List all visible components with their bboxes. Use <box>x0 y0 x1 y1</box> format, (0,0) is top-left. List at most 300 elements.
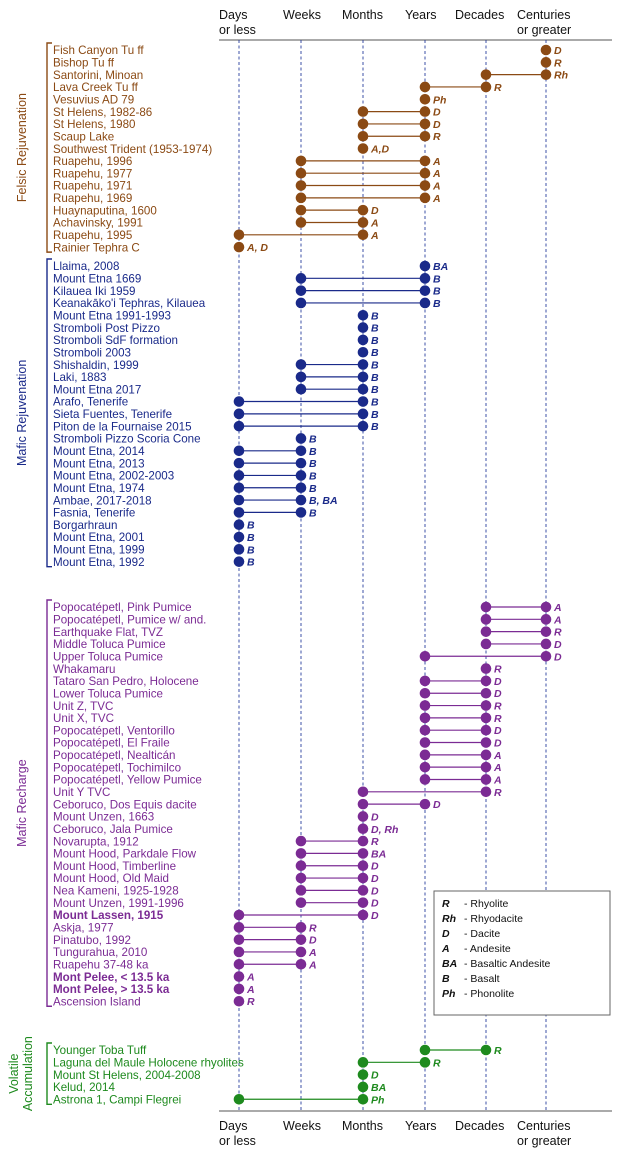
composition-code: D <box>494 675 502 688</box>
composition-code: R <box>247 996 255 1009</box>
range-start-dot <box>234 934 245 945</box>
range-start-dot <box>296 217 307 228</box>
composition-code: B <box>371 384 379 397</box>
row-label: Stromboli SdF formation <box>53 334 179 348</box>
range-end-dot <box>541 614 552 625</box>
x-tick-label-top: or greater <box>517 23 572 37</box>
range-start-dot <box>296 836 307 847</box>
x-tick-label-bottom: Weeks <box>283 1119 321 1133</box>
x-tick-label-top: Weeks <box>283 8 321 22</box>
composition-code: B <box>309 507 317 520</box>
range-end-dot <box>296 507 307 518</box>
range-start-dot <box>296 384 307 395</box>
range-start-dot <box>296 168 307 179</box>
composition-code: R <box>433 131 441 144</box>
row-label: Borgarhraun <box>53 518 118 532</box>
row-label: Upper Toluca Pumice <box>53 650 163 664</box>
row-label: Shishaldin, 1999 <box>53 358 139 372</box>
range-start-dot <box>541 57 552 68</box>
range-end-dot <box>358 205 369 216</box>
row-label: Fish Canyon Tu ff <box>53 44 144 58</box>
row-label: Sieta Fuentes, Tenerife <box>53 408 173 422</box>
composition-code: B <box>247 544 255 557</box>
range-start-dot <box>296 205 307 216</box>
row-label: Mount Etna, 1999 <box>53 543 145 557</box>
row-label: Ruapehu 37-48 ka <box>53 958 149 972</box>
composition-code: R <box>494 786 502 799</box>
range-start-dot <box>234 409 245 420</box>
range-end-dot <box>541 626 552 637</box>
row-label: Mount Unzen, 1991-1996 <box>53 896 184 910</box>
range-start-dot <box>234 532 245 543</box>
range-end-dot <box>296 470 307 481</box>
group-header: Volatile <box>7 1053 21 1094</box>
row-label: Mount Unzen, 1663 <box>53 810 155 824</box>
legend-name: - Rhyodacite <box>464 913 523 925</box>
range-end-dot <box>296 482 307 493</box>
range-start-dot <box>296 359 307 370</box>
row-label: Unit Z, TVC <box>53 699 114 713</box>
range-end-dot <box>420 298 431 309</box>
composition-code: B <box>371 322 379 335</box>
x-tick-label-top: Days <box>219 8 248 22</box>
range-start-dot <box>296 298 307 309</box>
range-end-dot <box>358 885 369 896</box>
row-label: Mount St Helens, 2004-2008 <box>53 1068 201 1082</box>
range-start-dot <box>420 94 431 105</box>
composition-code: D <box>494 688 502 701</box>
range-start-dot <box>234 242 245 253</box>
range-start-dot <box>420 82 431 93</box>
range-start-dot <box>234 519 245 530</box>
range-end-dot <box>358 836 369 847</box>
composition-code: BA <box>433 261 449 273</box>
row-label: Ascension Island <box>53 995 141 1009</box>
range-end-dot <box>358 217 369 228</box>
range-end-dot <box>358 359 369 370</box>
row-label: Rainier Tephra C <box>53 241 140 255</box>
composition-code: B <box>309 482 317 495</box>
range-end-dot <box>358 421 369 432</box>
range-start-dot <box>481 614 492 625</box>
row-label: Mount Etna, 1992 <box>53 555 145 569</box>
row-label: Mount Lassen, 1915 <box>53 909 164 923</box>
range-end-dot <box>420 1057 431 1068</box>
range-end-dot <box>481 688 492 699</box>
range-end-dot <box>296 446 307 457</box>
composition-code: B <box>371 334 379 347</box>
range-end-dot <box>420 193 431 204</box>
row-label: Ruapehu, 1971 <box>53 179 133 193</box>
range-start-dot <box>420 651 431 662</box>
composition-code: A <box>309 959 317 972</box>
row-label: St Helens, 1980 <box>53 118 136 132</box>
x-tick-label-top: Months <box>342 8 383 22</box>
composition-code: B <box>309 458 317 471</box>
range-start-dot <box>420 725 431 736</box>
composition-code: A <box>371 217 379 230</box>
row-label: Lower Toluca Pumice <box>53 687 163 701</box>
range-start-dot <box>296 273 307 284</box>
row-label: Mount Etna, 2014 <box>53 445 145 458</box>
row-label: Whakamaru <box>53 662 116 676</box>
legend-code: Ph <box>442 988 456 1000</box>
composition-code: D <box>371 860 379 873</box>
composition-code: A <box>494 749 502 762</box>
row-label: Unit X, TVC <box>53 712 114 726</box>
range-end-dot <box>541 651 552 662</box>
range-end-dot <box>358 897 369 908</box>
composition-code: R <box>494 1045 502 1057</box>
x-tick-label-top: or less <box>219 23 256 37</box>
row-label: Ceboruco, Jala Pumice <box>53 822 173 836</box>
row-label: Mount Etna, 2013 <box>53 457 145 471</box>
row-label: Kilauea Iki 1959 <box>53 284 136 298</box>
legend-code: B <box>442 973 450 985</box>
row-label: Unit Y TVC <box>53 786 111 799</box>
composition-code: D <box>433 118 441 131</box>
legend-code: D <box>442 928 450 940</box>
legend-name: - Dacite <box>464 928 501 940</box>
row-label: Mount Etna, 2002-2003 <box>53 469 175 483</box>
range-end-dot <box>481 700 492 711</box>
row-label: Mount Hood, Parkdale Flow <box>53 847 197 861</box>
x-tick-label-bottom: or greater <box>517 1134 572 1148</box>
composition-code: A <box>433 155 441 168</box>
composition-code: B <box>371 347 379 360</box>
range-end-dot <box>420 285 431 296</box>
range-start-dot <box>420 713 431 724</box>
range-end-dot <box>358 848 369 859</box>
range-start-dot <box>358 1082 369 1093</box>
range-end-dot <box>296 947 307 958</box>
range-end-dot <box>420 106 431 117</box>
range-start-dot <box>358 811 369 822</box>
range-end-dot <box>358 873 369 884</box>
composition-code: R <box>494 700 502 713</box>
range-start-dot <box>358 335 369 346</box>
composition-code: A <box>494 774 502 787</box>
composition-code: Ph <box>433 94 447 107</box>
legend-code: BA <box>442 958 458 970</box>
composition-code: B <box>433 285 441 298</box>
range-end-dot <box>541 602 552 613</box>
composition-code: A <box>433 192 441 205</box>
range-start-dot <box>541 45 552 56</box>
row-label: Popocatépetl, Tochimilco <box>53 761 182 775</box>
group-bracket <box>47 43 52 252</box>
composition-code: A <box>371 229 379 242</box>
range-start-dot <box>481 602 492 613</box>
composition-code: D <box>494 737 502 750</box>
range-end-dot <box>358 860 369 871</box>
row-label: Nea Kameni, 1925-1928 <box>53 884 179 898</box>
row-label: Tungurahua, 2010 <box>53 946 148 960</box>
composition-code: D <box>371 1069 379 1082</box>
row-label: Stromboli Post Pizzo <box>53 321 160 335</box>
range-start-dot <box>296 180 307 191</box>
x-tick-label-bottom: Years <box>405 1119 437 1133</box>
composition-code: R <box>494 81 502 94</box>
composition-code: D <box>371 873 379 886</box>
row-label: Astrona 1, Campi Flegrei <box>53 1093 182 1107</box>
range-start-dot <box>296 433 307 444</box>
row-label: Pinatubo, 1992 <box>53 933 132 947</box>
range-end-dot <box>358 230 369 241</box>
row-label: Santorini, Minoan <box>53 68 144 82</box>
row-label: Kelud, 2014 <box>53 1081 115 1095</box>
range-start-dot <box>234 971 245 982</box>
range-start-dot <box>234 947 245 958</box>
row-label: Novarupta, 1912 <box>53 835 139 849</box>
composition-code: B <box>247 532 255 545</box>
range-end-dot <box>296 495 307 506</box>
composition-code: R <box>494 663 502 676</box>
row-label: Llaima, 2008 <box>53 260 120 274</box>
range-start-dot <box>358 106 369 117</box>
range-start-dot <box>420 1045 431 1056</box>
composition-code: A <box>247 971 255 984</box>
row-label: Mount Hood, Timberline <box>53 859 177 873</box>
range-end-dot <box>358 396 369 407</box>
range-end-dot <box>358 384 369 395</box>
composition-code: B <box>247 556 255 569</box>
composition-code: A <box>309 946 317 959</box>
composition-code: B <box>247 519 255 532</box>
x-tick-label-top: Centuries <box>517 8 571 22</box>
row-label: Middle Toluca Pumice <box>53 638 166 652</box>
composition-code: A <box>554 602 562 614</box>
row-label: Mount Hood, Old Maid <box>53 872 169 886</box>
range-start-dot <box>296 885 307 896</box>
group-bracket <box>47 259 52 567</box>
row-label: Ruapehu, 1995 <box>53 229 133 242</box>
composition-code: R <box>371 836 379 849</box>
range-start-dot <box>234 910 245 921</box>
composition-code: D <box>554 45 562 57</box>
composition-code: B <box>371 421 379 434</box>
legend-name: - Basalt <box>464 973 500 985</box>
composition-code: R <box>494 712 502 725</box>
range-start-dot <box>420 261 431 272</box>
row-label: Ceboruco, Dos Equis dacite <box>53 798 197 812</box>
range-start-dot <box>234 544 245 555</box>
legend-name: - Andesite <box>464 943 511 955</box>
range-end-dot <box>296 458 307 469</box>
range-end-dot <box>541 69 552 80</box>
range-start-dot <box>296 848 307 859</box>
x-tick-label-bottom: Decades <box>455 1119 505 1133</box>
range-end-dot <box>481 676 492 687</box>
range-start-dot <box>234 482 245 493</box>
range-start-dot <box>234 446 245 457</box>
legend-code: R <box>442 898 450 910</box>
row-label: Popocatépetl, El Fraile <box>53 736 170 750</box>
row-label: Mount Etna, 2001 <box>53 531 145 545</box>
x-tick-label-top: Years <box>405 8 437 22</box>
range-start-dot <box>358 347 369 358</box>
row-label: Mount Etna 1669 <box>53 272 142 286</box>
range-end-dot <box>481 787 492 798</box>
range-end-dot <box>358 372 369 383</box>
row-label: Scaup Lake <box>53 130 115 144</box>
row-label: Arafo, Tenerife <box>53 395 129 409</box>
composition-code: B <box>309 470 317 483</box>
range-start-dot <box>358 1057 369 1068</box>
row-label: Lava Creek Tu ff <box>53 81 138 95</box>
group-bracket <box>47 600 52 1006</box>
row-label: Younger Toba Tuff <box>53 1044 147 1058</box>
row-label: Southwest Trident (1953-1974) <box>53 142 213 156</box>
range-start-dot <box>358 310 369 321</box>
range-start-dot <box>358 823 369 834</box>
range-start-dot <box>420 774 431 785</box>
composition-code: D <box>371 205 379 218</box>
row-label: Mont Pelee, < 13.5 ka <box>53 970 170 984</box>
composition-code: BA <box>371 848 387 861</box>
range-end-dot <box>420 131 431 142</box>
composition-code: B <box>371 371 379 384</box>
composition-code: D <box>554 651 562 664</box>
row-label: Stromboli 2003 <box>53 346 131 360</box>
range-start-dot <box>358 787 369 798</box>
x-tick-label-bottom: Days <box>219 1119 248 1133</box>
row-label: Popocatépetl, Pink Pumice <box>53 601 192 615</box>
composition-code: D <box>371 910 379 922</box>
composition-code: A <box>494 762 502 775</box>
range-start-dot <box>296 372 307 383</box>
row-label: Laki, 1883 <box>53 371 107 385</box>
range-end-dot <box>481 750 492 761</box>
row-label: Popocatépetl, Ventorillo <box>53 724 175 738</box>
composition-code: A, D <box>247 242 268 255</box>
row-label: Huaynaputina, 1600 <box>53 204 157 218</box>
range-end-dot <box>420 180 431 191</box>
composition-code: A <box>433 168 441 181</box>
range-start-dot <box>296 285 307 296</box>
legend-box <box>434 891 610 1015</box>
range-end-dot <box>541 639 552 650</box>
row-label: Askja, 1977 <box>53 921 114 935</box>
range-end-dot <box>296 922 307 933</box>
row-label: Mount Etna 2017 <box>53 383 142 397</box>
composition-code: R <box>433 1057 441 1070</box>
range-end-dot <box>481 82 492 93</box>
row-label: Tataro San Pedro, Holocene <box>53 675 199 689</box>
range-end-dot <box>420 799 431 810</box>
range-start-dot <box>234 230 245 241</box>
range-end-dot <box>420 119 431 130</box>
range-end-dot <box>420 156 431 167</box>
range-start-dot <box>234 396 245 407</box>
range-start-dot <box>420 688 431 699</box>
range-start-dot <box>358 799 369 810</box>
range-end-dot <box>481 737 492 748</box>
row-label: Bishop Tu ff <box>53 56 115 70</box>
composition-code: D <box>371 885 379 898</box>
legend-code: A <box>442 943 450 955</box>
range-start-dot <box>296 193 307 204</box>
composition-code: D, Rh <box>371 823 399 836</box>
composition-code: A <box>247 983 255 996</box>
row-label: Mont Pelee, > 13.5 ka <box>53 983 170 997</box>
row-label: Laguna del Maule Holocene rhyolites <box>53 1056 244 1070</box>
composition-code: A,D <box>371 143 390 156</box>
range-end-dot <box>481 762 492 773</box>
composition-code: B <box>371 396 379 409</box>
group-header: Mafic Recharge <box>15 759 29 847</box>
composition-code: R <box>554 57 562 70</box>
range-start-dot <box>420 737 431 748</box>
row-label: Achavinsky, 1991 <box>53 216 144 230</box>
range-start-dot <box>358 322 369 333</box>
range-start-dot <box>234 470 245 481</box>
legend-code: Rh <box>442 913 456 925</box>
range-start-dot <box>358 131 369 142</box>
composition-code: B, BA <box>309 495 338 508</box>
range-end-dot <box>296 934 307 945</box>
group-bracket <box>47 1043 52 1104</box>
composition-code: Rh <box>554 69 568 82</box>
range-start-dot <box>234 556 245 567</box>
range-start-dot <box>234 996 245 1007</box>
group-header: Accumulation <box>21 1036 35 1112</box>
row-label: Fasnia, Tenerife <box>53 506 136 520</box>
range-end-dot <box>358 910 369 921</box>
range-start-dot <box>481 663 492 674</box>
row-label: Ruapehu, 1969 <box>53 192 133 206</box>
range-start-dot <box>420 700 431 711</box>
range-start-dot <box>358 1069 369 1080</box>
composition-code: B <box>309 433 317 446</box>
range-start-dot <box>234 421 245 432</box>
range-end-dot <box>358 1094 369 1105</box>
composition-code: B <box>371 408 379 421</box>
composition-code: D <box>371 897 379 910</box>
range-start-dot <box>234 959 245 970</box>
range-start-dot <box>234 458 245 469</box>
range-start-dot <box>296 860 307 871</box>
range-start-dot <box>420 762 431 773</box>
row-label: Popocatépetl, Pumice w/ and. <box>53 613 207 627</box>
group-header: Felsic Rejuvenation <box>15 93 29 203</box>
range-start-dot <box>481 639 492 650</box>
row-label: Stromboli Pizzo Scoria Cone <box>53 432 201 446</box>
row-label: Ambae, 2017-2018 <box>53 494 152 508</box>
range-start-dot <box>296 873 307 884</box>
legend-name: - Rhyolite <box>464 898 509 910</box>
composition-code: BA <box>371 1081 387 1094</box>
range-end-dot <box>481 725 492 736</box>
row-label: Popocatépetl, Nealticán <box>53 749 176 763</box>
range-start-dot <box>234 1094 245 1105</box>
row-label: Mount Etna 1991-1993 <box>53 309 171 323</box>
range-start-dot <box>358 119 369 130</box>
composition-code: B <box>433 297 441 310</box>
range-start-dot <box>234 984 245 995</box>
range-end-dot <box>420 273 431 284</box>
row-label: Mount Etna, 1974 <box>53 481 145 495</box>
legend-name: - Basaltic Andesite <box>464 958 551 970</box>
row-label: Earthquake Flat, TVZ <box>53 625 163 639</box>
composition-code: B <box>433 273 441 286</box>
row-label: Piton de la Fournaise 2015 <box>53 420 192 434</box>
range-start-dot <box>481 69 492 80</box>
composition-code: D <box>494 725 502 738</box>
composition-code: R <box>554 626 562 639</box>
range-start-dot <box>234 507 245 518</box>
composition-code: B <box>371 359 379 372</box>
